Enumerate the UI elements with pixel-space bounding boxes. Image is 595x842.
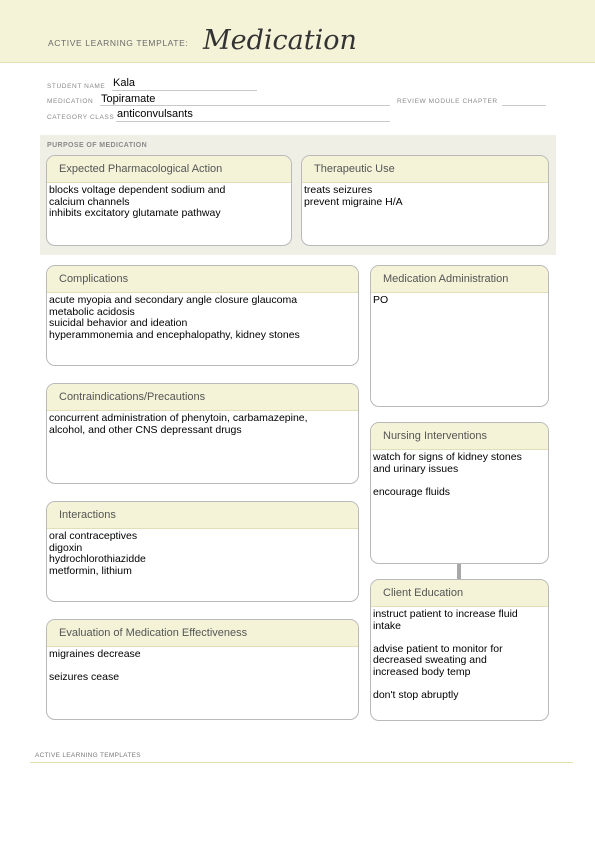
contraindications-box [46,383,359,484]
complications-title: Complications [47,266,358,293]
contraindications-text[interactable]: concurrent administration of phenytoin, carbamazepine, alcohol, and other CNS depressant drugs [49,412,308,436]
footer-divider [30,762,573,763]
evaluation-box [46,619,359,720]
category-class-label: CATEGORY CLASS [47,114,115,121]
medication-underline [100,105,390,106]
purpose-label: PURPOSE OF MEDICATION [47,142,148,149]
complications-text[interactable]: acute myopia and secondary angle closure glaucoma metabolic acidosis suicidal behavior and ideation hyperammonemia and encephalopathy, kidney stones [49,294,300,341]
therapeutic-use-title: Therapeutic Use [302,156,548,183]
medication-label: MEDICATION [47,98,94,105]
therapeutic-use-text[interactable]: treats seizures prevent migraine H/A [304,184,403,208]
nursing-interventions-title: Nursing Interventions [371,423,548,450]
interactions-text[interactable]: oral contraceptives digoxin hydrochlorothiazidde metformin, lithium [49,530,146,577]
client-education-title: Client Education [371,580,548,607]
contraindications-title: Contraindications/Precautions [47,384,358,411]
evaluation-text[interactable]: migraines decrease seizures cease [49,648,141,683]
expected-action-box [46,155,292,246]
page-title: Medication [203,25,357,56]
expected-action-text[interactable]: blocks voltage dependent sodium and calcium channels inhibits excitatory glutamate pathway [49,184,226,219]
expected-action-title: Expected Pharmacological Action [47,156,291,183]
category-class-value[interactable]: anticonvulsants [117,108,193,120]
medication-administration-title: Medication Administration [371,266,548,293]
interactions-box [46,501,359,602]
student-name-underline [112,90,257,91]
medication-administration-text[interactable]: PO [373,294,389,306]
client-education-text[interactable]: instruct patient to increase fluid intake advise patient to monitor for decreased sweating and increased body temp don't stop abruptly [373,608,518,701]
nursing-interventions-text[interactable]: watch for signs of kidney stones and urinary issues encourage fluids [373,451,522,498]
medication-administration-box [370,265,549,407]
review-module-underline [502,105,546,106]
template-label: ACTIVE LEARNING TEMPLATE: [48,38,189,48]
flow-connector [457,564,461,580]
student-name-label: STUDENT NAME [47,83,106,90]
review-module-label: REVIEW MODULE CHAPTER [397,98,498,105]
category-class-underline [116,121,390,122]
footer-label: ACTIVE LEARNING TEMPLATES [35,752,141,759]
complications-box [46,265,359,366]
student-name-value[interactable]: Kala [113,77,136,89]
therapeutic-use-box [301,155,549,246]
client-education-box [370,579,549,721]
evaluation-title: Evaluation of Medication Effectiveness [47,620,358,647]
medication-value[interactable]: Topiramate [101,93,156,105]
interactions-title: Interactions [47,502,358,529]
nursing-interventions-box [370,422,549,564]
